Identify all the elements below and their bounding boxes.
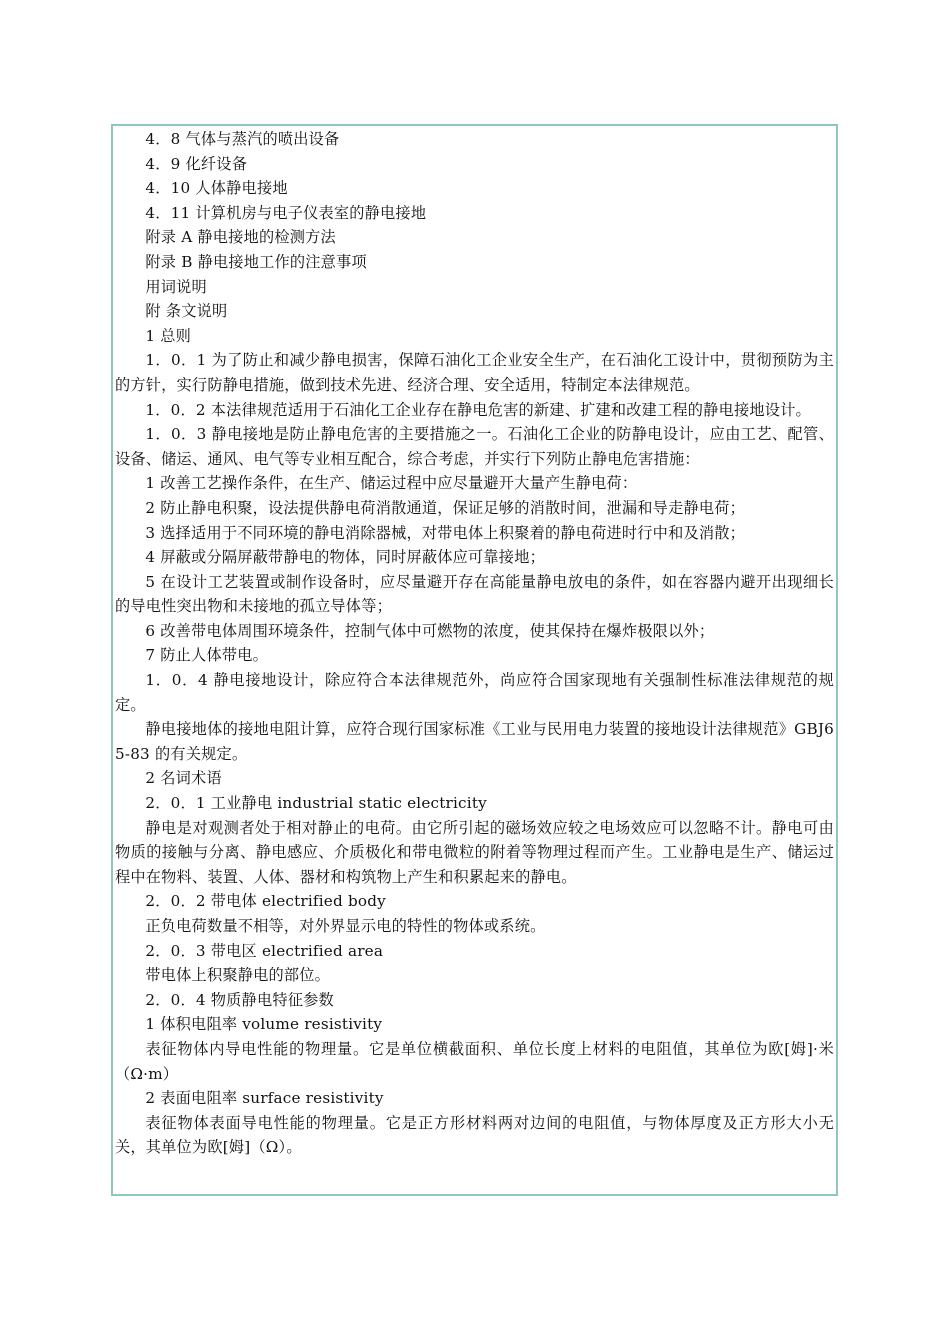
toc-appendix-a: 附录 A 静电接地的检测方法 <box>145 228 336 247</box>
term-2-0-2: 2．0．2 带电体 electrified body <box>145 892 386 911</box>
term-2-0-3-definition: 带电体上积聚静电的部位。 <box>145 966 331 985</box>
measure-item-2: 2 防止静电积聚，设法提供静电荷消散通道，保证足够的消散时间，泄漏和导走静电荷； <box>145 498 746 517</box>
toc-item-4-11: 4．11 计算机房与电子仪表室的静电接地 <box>145 203 427 222</box>
term-2-0-1-definition: 静电是对观测者处于相对静止的电荷。由它所引起的磁场效应较之电场效应可以忽略不计。静电可由物质的接触与分离、静电感应、介质极化和带电微粒的附着等物理过程而产生。工业静电是生产、储运过程中在物料、装置、人体、器材和构筑物上产生和积累起来的静电。 <box>115 818 834 886</box>
section-heading-terms: 2 名词术语 <box>145 769 222 788</box>
toc-item-4-9: 4．9 化纤设备 <box>145 154 248 173</box>
clause-1-0-1: 1．0．1 为了防止和减少静电损害，保障石油化工企业安全生产，在石油化工设计中，贯彻预防为主的方针，实行防静电措施，做到技术先进、经济合理、安全适用，特制定本法律规范。 <box>115 351 834 394</box>
measure-item-7: 7 防止人体带电。 <box>145 646 268 665</box>
subterm-surface-resistivity-definition: 表征物体表面导电性能的物理量。它是正方形材料两对边间的电阻值，与物体厚度及正方形大小无关，其单位为欧[姆]（Ω）。 <box>115 1113 834 1157</box>
toc-item-4-10: 4．10 人体静电接地 <box>145 179 288 198</box>
section-heading-general: 1 总则 <box>145 326 192 345</box>
term-2-0-1: 2．0．1 工业静电 industrial static electricity <box>145 794 487 813</box>
measure-item-5: 5 在设计工艺装置或制作设备时，应尽量避开存在高能量静电放电的条件，如在容器内避开出现细长的导电性突出物和未接地的孤立导体等； <box>115 572 834 616</box>
term-2-0-3: 2．0．3 带电区 electrified area <box>145 941 384 960</box>
toc-appendix-b: 附录 B 静电接地工作的注意事项 <box>145 252 367 271</box>
measure-item-4: 4 屏蔽或分隔屏蔽带静电的物体，同时屏蔽体应可靠接地； <box>145 548 545 567</box>
document-frame <box>111 124 838 1196</box>
clause-1-0-3: 1．0．3 静电接地是防止静电危害的主要措施之一。石油化工企业的防静电设计，应由工艺、配管、设备、储运、通风、电气等专业相互配合，综合考虑，并实行下列防止静电危害措施： <box>115 425 834 468</box>
term-2-0-2-definition: 正负电荷数量不相等，对外界显示电的特性的物体或系统。 <box>145 917 546 935</box>
subterm-volume-resistivity: 1 体积电阻率 volume resistivity <box>145 1015 383 1034</box>
clause-1-0-4: 1．0．4 静电接地设计，除应符合本法律规范外，尚应符合国家现地有关强制性标准法律规范的规定。 <box>115 671 834 714</box>
grounding-resistance-note: 静电接地体的接地电阻计算，应符合现行国家标准《工业与民用电力装置的接地设计法律规范》GBJ65-83 的有关规定。 <box>115 720 834 763</box>
subterm-volume-resistivity-definition: 表征物体内导电性能的物理量。它是单位横截面积、单位长度上材料的电阻值，其单位为欧[姆]·米（Ω·m） <box>115 1039 834 1083</box>
measure-item-3: 3 选择适用于不同环境的静电消除器械，对带电体上积聚着的静电荷进时行中和及消散； <box>145 523 746 542</box>
term-2-0-4: 2．0．4 物质静电特征参数 <box>145 990 334 1009</box>
clause-1-0-2: 1．0．2 本法律规范适用于石油化工企业存在静电危害的新建、扩建和改建工程的静电接地设计。 <box>145 400 811 419</box>
measure-item-6: 6 改善带电体周围环境条件，控制气体中可燃物的浓度，使其保持在爆炸极限以外； <box>145 621 715 640</box>
toc-article-explanation: 附 条文说明 <box>145 302 228 321</box>
toc-wording-note: 用词说明 <box>145 277 207 296</box>
subterm-surface-resistivity: 2 表面电阻率 surface resistivity <box>145 1089 384 1108</box>
toc-item-4-8: 4．8 气体与蒸汽的喷出设备 <box>145 130 340 148</box>
measure-item-1: 1 改善工艺操作条件，在生产、储运过程中应尽量避开大量产生静电荷： <box>145 474 638 493</box>
